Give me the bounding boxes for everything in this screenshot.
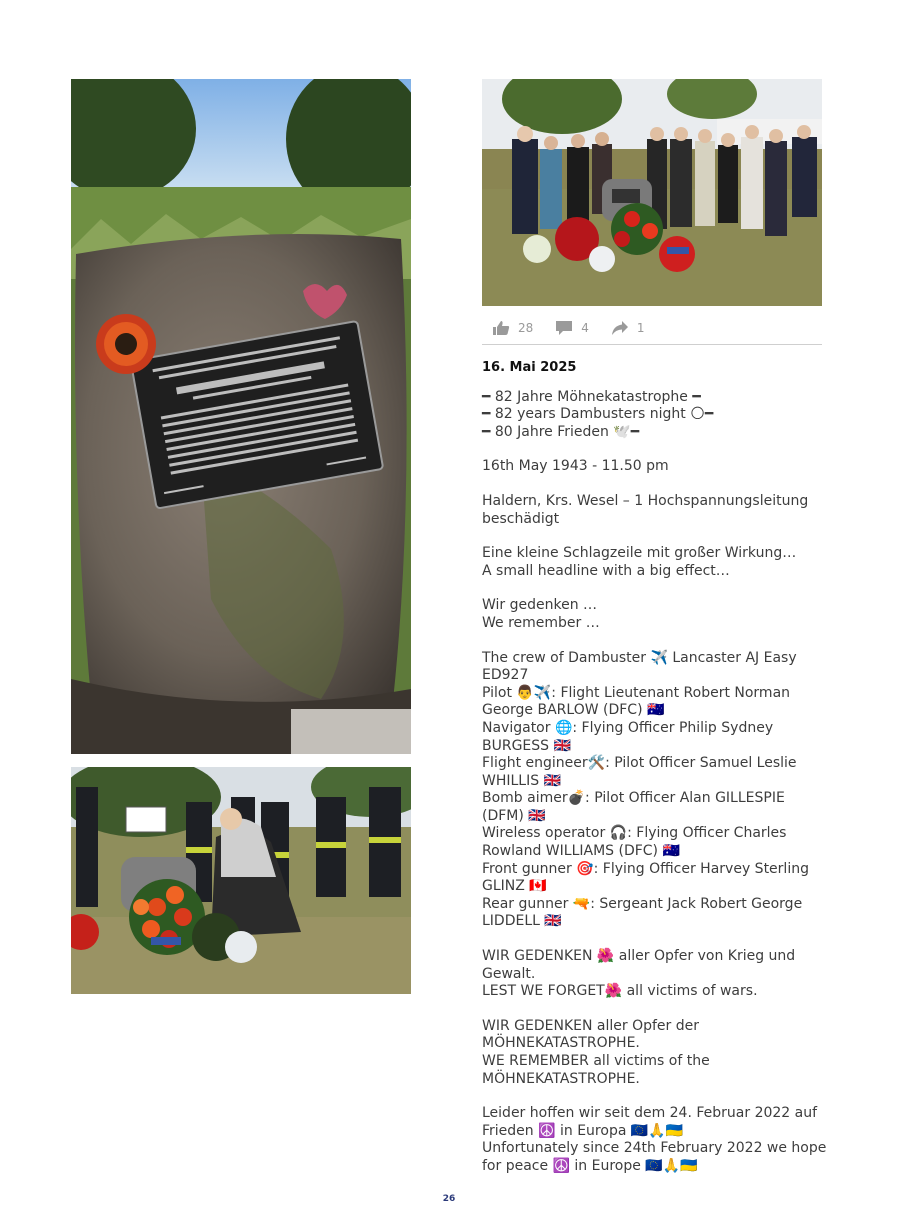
like-count: 28	[518, 321, 534, 335]
post-paragraph	[482, 1018, 827, 1088]
post-line: Wir gedenken …	[482, 597, 598, 614]
post-line: The crew of Dambuster ✈️ Lancaster AJ Easy ED927	[482, 649, 797, 684]
post-line: Wireless operator 🎧: Flying Officer Charles Rowland WILLIAMS (DFC) 🇦🇺	[482, 825, 787, 860]
post-paragraphs	[482, 389, 827, 1176]
post-paragraph	[482, 948, 827, 1001]
share-reaction[interactable]	[611, 320, 645, 336]
post-line: LEST WE FORGET🌺 all victims of wars.	[482, 983, 758, 1000]
post-line: Bomb aimer💣: Pilot Officer Alan GILLESPIE (DFM) 🇬🇧	[482, 790, 785, 824]
thumbs-up-icon	[492, 320, 510, 336]
post-line: Navigator 🌐: Flying Officer Philip Sydney BURGESS 🇬🇧	[482, 719, 774, 754]
post-paragraph	[482, 545, 827, 580]
post-line: Leider hoffen wir seit dem 24. Februar 2022 auf Frieden ☮️ in Europa 🇪🇺🙏🇺🇦	[482, 1105, 818, 1139]
comment-reaction[interactable]	[555, 320, 589, 336]
comment-icon	[555, 320, 573, 336]
reactions-bar	[482, 314, 822, 342]
post-line: A small headline with a big effect…	[482, 562, 730, 579]
post-line: ━ 82 years Dambusters night 🌕━	[482, 406, 714, 423]
post-paragraph	[482, 650, 827, 932]
post-date: 16. Mai 2025	[482, 360, 577, 375]
post-line: 16th May 1943 - 11.50 pm	[482, 458, 669, 475]
post-line: WIR GEDENKEN aller Opfer der MÖHNEKATASTROPHE.	[482, 1017, 699, 1052]
post-line: Unfortunately since 24th February 2022 we hope for peace ☮️ in Europe 🇪🇺🙏🇺🇦	[482, 1140, 827, 1174]
post-paragraph	[482, 1105, 827, 1175]
share-icon	[611, 320, 629, 336]
post-line: WE REMEMBER all victims of the MÖHNEKATASTROPHE.	[482, 1053, 710, 1087]
memorial-stone-photo	[71, 79, 411, 754]
post-line: Haldern, Krs. Wesel – 1 Hochspannungsleitung beschädigt	[482, 492, 809, 527]
post-line: Front gunner 🎯: Flying Officer Harvey Sterling GLINZ 🇨🇦	[482, 860, 809, 895]
post-line: WIR GEDENKEN 🌺 aller Opfer von Krieg und Gewalt.	[482, 948, 796, 982]
post-line: Rear gunner 🔫: Sergeant Jack Robert George LIDDELL 🇬🇧	[482, 895, 803, 930]
post-line: Flight engineer🛠️: Pilot Officer Samuel Leslie WHILLIS 🇬🇧	[482, 755, 797, 789]
page-number: 26	[442, 1194, 456, 1204]
post-paragraph	[482, 597, 827, 632]
post-line: Eine kleine Schlagzeile mit großer Wirkung…	[482, 545, 797, 562]
post-paragraph	[482, 389, 827, 442]
group-memorial-photo	[482, 79, 822, 306]
comment-count: 4	[581, 321, 589, 335]
post-line: ━ 82 Jahre Möhnekatastrophe ━	[482, 388, 701, 405]
post-line: Pilot 👨✈️: Flight Lieutenant Robert Norman George BARLOW (DFC) 🇦🇺	[482, 684, 791, 719]
divider	[482, 344, 822, 345]
post-paragraph	[482, 458, 827, 476]
post-body	[482, 359, 827, 1193]
post-line: We remember …	[482, 614, 600, 631]
post-line: ━ 80 Jahre Frieden 🕊️━	[482, 423, 640, 440]
share-count: 1	[636, 321, 645, 335]
post-paragraph	[482, 493, 827, 528]
wreath-laying-photo	[71, 767, 411, 994]
like-reaction[interactable]	[492, 320, 533, 336]
